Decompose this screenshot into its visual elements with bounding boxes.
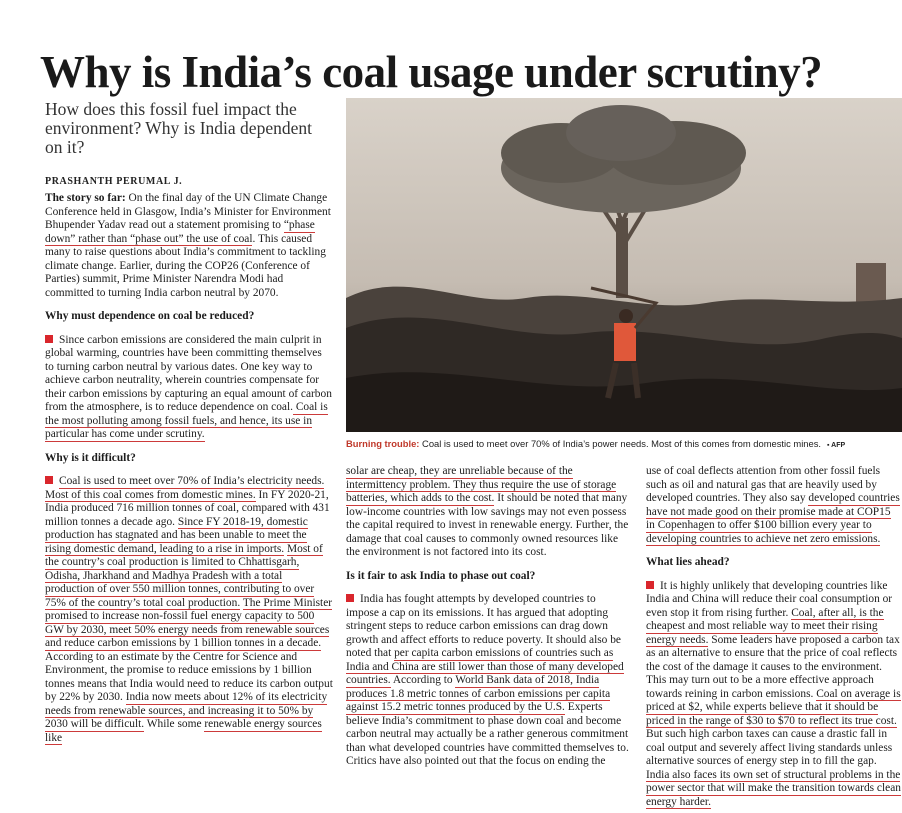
story-label: The story so far: bbox=[45, 192, 126, 204]
subhead-reduce: Why must dependence on coal be reduced? bbox=[45, 310, 255, 322]
ahead-paragraph bbox=[646, 580, 902, 810]
highlight: Coal is the most polluting among fossil fuels, and hence, its use in particular has come under scrutiny. bbox=[45, 401, 328, 440]
body-text: India has fought attempts by developed countries to impose a cap on its emissions. It has argued that adopting stringent steps to reduce carbon emissions can drag down growth and affect efforts to reduce poverty. It should also be noted that bbox=[346, 593, 621, 659]
red-square-bullet-icon bbox=[45, 335, 53, 343]
body-text: In FY 2020-21, India produced 716 million tonnes of coal, compared with 431 million tonnes a decade ago. bbox=[45, 488, 330, 528]
caption-label: Burning trouble: bbox=[346, 438, 420, 449]
body-text: According to an estimate by the Centre for Science and Environment, the promise to reduce emissions by 1 billion tonnes means that India would need to reduce its carbon output by 22% by 2030. bbox=[45, 650, 333, 703]
body-text: Some leaders have proposed a carbon tax as an alternative to ensure that the price of coal reflects the cost of the damage it causes to the environment. This may turn out to be a more effective approach towards reining in carbon emissions. bbox=[646, 633, 900, 700]
highlight: renewable energy sources like bbox=[45, 718, 322, 744]
highlight: Most of the country’s coal production is limited to Chhattisgarh, Odisha, Jharkhand and Madhya Pradesh with a total production of over 550 million tonnes, contributing to over 75% of the country’s total coal production. bbox=[45, 542, 323, 609]
column-2 bbox=[346, 465, 631, 810]
body-text: It is highly unlikely that developing countries like India and China will reduce their coal consumption or even stop it from rising further. bbox=[646, 579, 893, 619]
highlight: Since FY 2018-19, domestic production has stagnated and has been unable to meet the rising domestic demand, leading to a rise in imports. bbox=[45, 515, 308, 555]
caption-text: Coal is used to meet over 70% of India’s power needs. Most of this comes from domestic mines. bbox=[419, 438, 822, 449]
continued-paragraph bbox=[346, 465, 631, 560]
highlight: per capita carbon emissions of countries such as India and China are still lower than those of many developed countries. bbox=[346, 647, 624, 686]
highlight: The Prime Minister promised to increase non-fossil fuel energy capacity to 500 GW by 2030, meet 50% energy needs from renewable sources and reduce carbon emissions by 1 billion tonnes in a decade. bbox=[45, 596, 333, 649]
highlight: developed countries have not made good on their promise made at COP15 in Copenhagen to offer $100 billion every year to developing countries to achieve net zero emissions. bbox=[646, 492, 900, 545]
red-square-bullet-icon bbox=[346, 594, 354, 602]
intro-text: On the final day of the UN Climate Change Conference held in Glasgow, India’s Minister for Environment Bhupender Yadav read out a statement promising to bbox=[45, 192, 331, 231]
body-text: Since carbon emissions are considered the main culprit in global warming, countries have been committing themselves to turning carbon neutral by various dates. One key way to achieve carbon neutrality, wherein countries compensate for their carbon emissions by capturing an equal amount of carbon from the atmosphere, is to reduce dependence on coal. bbox=[45, 333, 332, 413]
column-3 bbox=[646, 465, 902, 810]
subhead-ahead: What lies ahead? bbox=[646, 556, 730, 568]
highlight: Coal on average is priced at $2, while experts believe that it should be priced in the range of $30 to $70 to reflect its true cost. bbox=[646, 687, 901, 727]
column-1 bbox=[45, 192, 333, 807]
byline: PRASHANTH PERUMAL J. bbox=[45, 176, 183, 187]
continued-paragraph bbox=[646, 465, 902, 546]
red-square-bullet-icon bbox=[646, 581, 654, 589]
coal-mine-photo bbox=[346, 98, 902, 432]
difficult-paragraph bbox=[45, 475, 333, 745]
body-text: According to bbox=[390, 674, 456, 686]
headline: Why is India’s coal usage under scrutiny? bbox=[40, 47, 823, 98]
highlight: Coal is used to meet over 70% of India’s electricity needs. Most of this coal comes from domestic mines. bbox=[45, 475, 325, 501]
highlight: India now meets about 12% of its electricity needs from renewable sources, and increasing it to 50% by 2030 will be difficult. bbox=[45, 691, 328, 730]
highlight: “phase down” rather than “phase out” the use of coal bbox=[45, 219, 315, 245]
standfirst: How does this fossil fuel impact the environment? Why is India dependent on it? bbox=[45, 99, 312, 157]
subhead-difficult: Why is it difficult? bbox=[45, 451, 136, 464]
body-text: It should be noted that many low-income countries with low savings may not even possess the capital required to invest in renewable energy. Further, the damage that coal causes to commonly owned resources like the environment is not factored into its cost. bbox=[346, 492, 629, 558]
fair-paragraph bbox=[346, 593, 631, 769]
highlight: World Bank data of 2018, India produces 1.8 metric tonnes of carbon emissions per capita against 15.2 metric tonnes produced by the U.S. bbox=[346, 674, 611, 713]
subhead-fair: Is it fair to ask India to phase out coal? bbox=[346, 569, 536, 582]
highlight: solar are cheap, they are unreliable because of the intermittency problem. They thus require the use of storage batteries, which adds to the cost. bbox=[346, 465, 617, 504]
highlight: India also faces its own set of structural problems in the power sector that will make the transition towards clean energy harder. bbox=[646, 768, 901, 808]
photo-credit: ▪ AFP bbox=[827, 442, 846, 449]
body-text: But such high carbon taxes can cause a drastic fall in coal output and severely affect living standards unless alternative sources of energy step in to fill the gap. bbox=[646, 728, 893, 767]
body-text: Experts believe India’s commitment to phase down coal and become carbon neutral may actually be a rather generous commitment than what developed countries have committed themselves to. Critics have also pointed out that the focus on ending the bbox=[346, 701, 629, 767]
reduce-paragraph bbox=[45, 334, 333, 442]
highlight: Coal, after all, is the cheapest and most reliable way to meet their rising energy needs. bbox=[646, 606, 884, 646]
intro-paragraph bbox=[45, 192, 333, 300]
body-text: use of coal deflects attention from other fossil fuels such as oil and natural gas that are heavily used by developed countries. They also say bbox=[646, 465, 881, 504]
intro-text: . This caused many to raise questions about India’s commitment to tackling climate change. Earlier, during the COP26 (Conference of Parties) summit, Prime Minister Narendra Modi had committed to turning India carbon neutral by 2070. bbox=[45, 232, 326, 299]
photo-illustration bbox=[346, 98, 902, 432]
photo-caption bbox=[346, 438, 902, 452]
red-square-bullet-icon bbox=[45, 476, 53, 484]
body-text: While some bbox=[144, 718, 205, 730]
